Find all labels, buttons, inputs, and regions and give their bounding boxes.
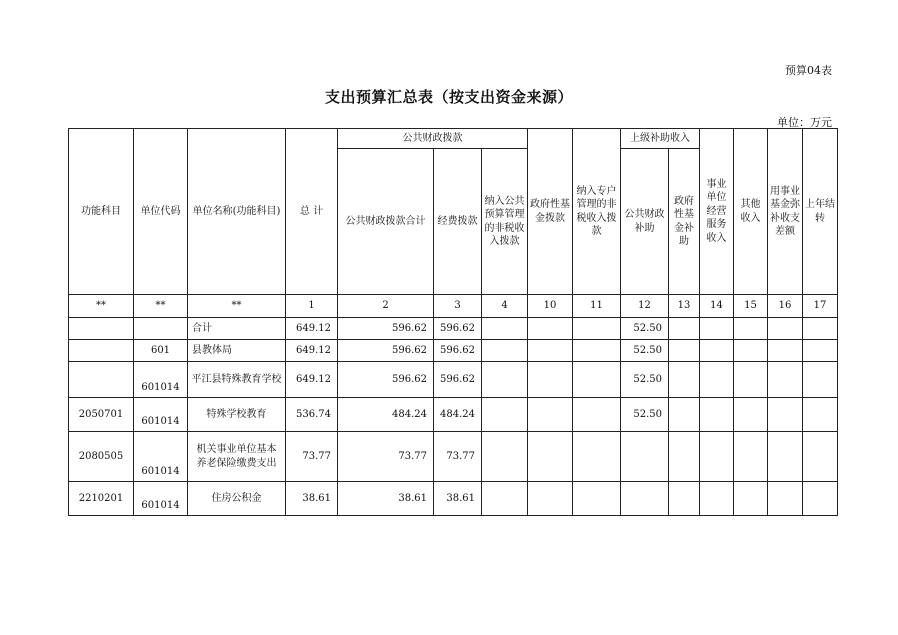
index-cell: 16 [768,295,803,318]
code-cell: 601014 [134,362,188,398]
subject-cell: 2080505 [69,432,134,482]
subject-cell [69,318,134,340]
index-cell: 13 [669,295,700,318]
header-superior: 上级补助收入 [621,129,700,149]
table-row [69,362,838,398]
header-fund-deficit: 用事业基金弥补收支差额 [768,129,803,295]
public-total-cell: 596.62 [338,318,434,340]
funding-cell: 484.24 [434,398,482,432]
code-cell: 601014 [134,398,188,432]
budget-table [68,128,838,516]
code-cell: 601014 [134,482,188,516]
header-total: 总 计 [286,129,338,295]
subject-cell [69,362,134,398]
header-superior-public: 公共财政补助 [621,149,669,295]
index-cell: 3 [434,295,482,318]
table-row [69,482,838,516]
header-code: 单位代码 [134,129,188,295]
total-cell: 649.12 [286,340,338,362]
header-subject: 功能科目 [69,129,134,295]
index-cell: 17 [803,295,838,318]
funding-cell: 38.61 [434,482,482,516]
superior-public-cell [621,482,669,516]
superior-public-cell: 52.50 [621,318,669,340]
header-superior-gov: 政府性基金补助 [669,149,700,295]
page-title: 支出预算汇总表（按支出资金来源） [324,88,573,106]
code-cell [134,318,188,340]
unit-label: 单位：万元 [777,116,832,129]
index-cell: 11 [573,295,621,318]
superior-public-cell: 52.50 [621,340,669,362]
table-row [69,432,838,482]
name-cell: 特殊学校教育 [188,398,286,432]
subject-cell: 2210201 [69,482,134,516]
index-cell: 15 [734,295,768,318]
name-cell: 平江县特殊教育学校 [188,362,286,398]
name-cell: 合计 [188,318,286,340]
public-total-cell: 484.24 [338,398,434,432]
total-cell: 38.61 [286,482,338,516]
superior-public-cell: 52.50 [621,362,669,398]
header-other: 其他收入 [734,129,768,295]
header-public-finance: 公共财政拨款 [338,129,528,149]
funding-cell: 596.62 [434,340,482,362]
index-cell: 10 [528,295,573,318]
name-cell: 县教体局 [188,340,286,362]
public-total-cell: 73.77 [338,432,434,482]
index-cell: 4 [482,295,528,318]
subject-cell: 2050701 [69,398,134,432]
funding-cell: 596.62 [434,362,482,398]
index-cell: 12 [621,295,669,318]
superior-public-cell [621,432,669,482]
superior-public-cell: 52.50 [621,398,669,432]
header-business: 事业单位经营服务收入 [700,129,734,295]
index-cell: ** [69,295,134,318]
name-cell: 住房公积金 [188,482,286,516]
index-cell: ** [188,295,286,318]
header-special-nontax: 纳入专户管理的非税收入拨款 [573,129,621,295]
total-cell: 73.77 [286,432,338,482]
header-funding: 经费拨款 [434,149,482,295]
public-total-cell: 38.61 [338,482,434,516]
total-cell: 649.12 [286,318,338,340]
table-row [69,340,838,362]
code-cell: 601014 [134,432,188,482]
header-gov-fund: 政府性基金拨款 [528,129,573,295]
funding-cell: 73.77 [434,432,482,482]
header-budget-nontax: 纳入公共预算管理的非税收入拨款 [482,149,528,295]
table-row [69,398,838,432]
header-carryover: 上年结转 [803,129,838,295]
total-cell: 649.12 [286,362,338,398]
total-cell: 536.74 [286,398,338,432]
name-cell: 机关事业单位基本养老保险缴费支出 [188,432,286,482]
header-public-total: 公共财政拨款合计 [338,149,434,295]
index-cell: 1 [286,295,338,318]
subject-cell [69,340,134,362]
index-cell: ** [134,295,188,318]
index-cell: 14 [700,295,734,318]
header-name: 单位名称(功能科目) [188,129,286,295]
code-cell: 601 [134,340,188,362]
public-total-cell: 596.62 [338,362,434,398]
public-total-cell: 596.62 [338,340,434,362]
table-row [69,318,838,340]
index-cell: 2 [338,295,434,318]
funding-cell: 596.62 [434,318,482,340]
form-number: 预算04表 [785,64,832,77]
index-row [69,295,838,318]
